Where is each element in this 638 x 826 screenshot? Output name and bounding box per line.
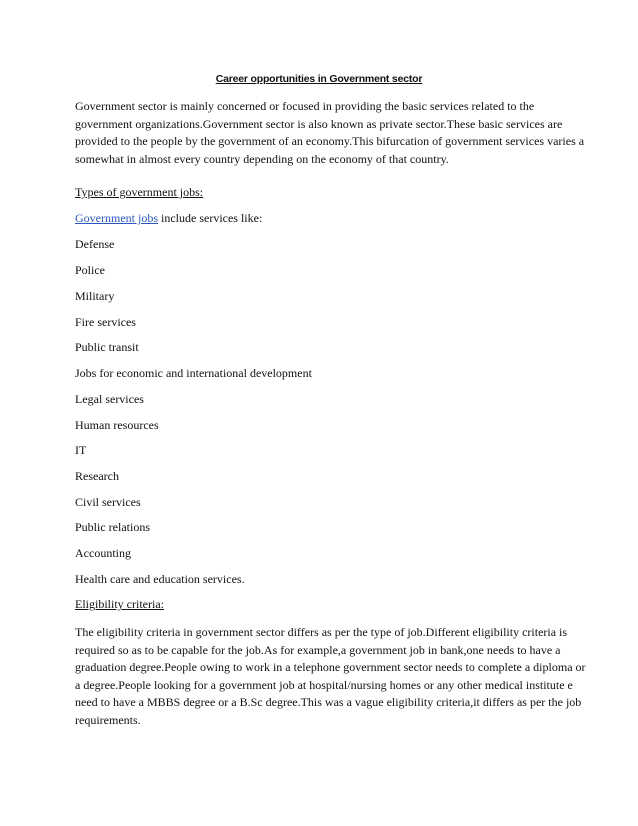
service-item: Public relations bbox=[75, 520, 150, 534]
service-item: Public transit bbox=[75, 340, 139, 354]
eligibility-heading: Eligibility criteria: bbox=[75, 597, 164, 611]
eligibility-line: requirements. bbox=[75, 712, 141, 727]
government-jobs-link[interactable]: Government jobs bbox=[75, 211, 158, 225]
eligibility-line: graduation degree.People owing to work in a telephone government sector needs to complete a diploma or bbox=[75, 660, 586, 674]
eligibility-line: need to have a MBBS degree or a B.Sc degree.This was a vague eligibility criteria,it differs as per the job bbox=[75, 695, 582, 709]
eligibility-line: a degree.People looking for a government job at hospital/nursing homes or any other medical institute e bbox=[75, 677, 573, 692]
service-item: Research bbox=[75, 469, 119, 483]
service-item: Fire services bbox=[75, 315, 136, 329]
service-item: Accounting bbox=[75, 546, 131, 560]
eligibility-paragraph bbox=[75, 624, 586, 729]
services-intro bbox=[75, 211, 262, 226]
service-item: Police bbox=[75, 263, 105, 277]
service-item: Civil services bbox=[75, 495, 141, 509]
service-item: Jobs for economic and international development bbox=[75, 366, 312, 380]
types-heading: Types of government jobs: bbox=[75, 185, 204, 199]
service-item: Military bbox=[75, 289, 115, 303]
intro-line: provided to the people by the government of an economy.This bifurcation of government services varies a bbox=[75, 134, 585, 148]
intro-paragraph bbox=[75, 98, 585, 168]
services-intro-text: include services like: bbox=[158, 211, 263, 225]
eligibility-line: The eligibility criteria in government sector differs as per the type of job.Different eligibility criteria is bbox=[75, 625, 568, 639]
service-item: Legal services bbox=[75, 392, 144, 406]
intro-line: somewhat in almost every country depending on the economy of that country. bbox=[75, 151, 449, 166]
service-item: Defense bbox=[75, 237, 115, 251]
service-item: Human resources bbox=[75, 418, 159, 432]
service-item: IT bbox=[75, 443, 87, 457]
page-title: Career opportunities in Government sector bbox=[215, 73, 423, 85]
service-item: Health care and education services. bbox=[75, 572, 245, 586]
eligibility-line: required so as to be capable for the job.As for example,a government job in bank,one needs to have a bbox=[75, 642, 561, 657]
intro-line: Government sector is mainly concerned or focused in providing the basic services related to the bbox=[75, 99, 535, 113]
intro-line: government organizations.Government sector is also known as private sector.These basic services are bbox=[75, 116, 563, 131]
